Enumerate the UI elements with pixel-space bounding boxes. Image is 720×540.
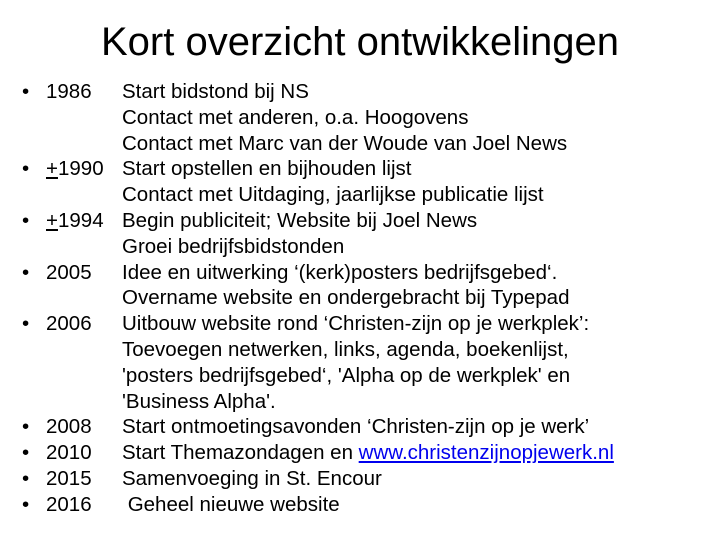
entry-line: Start ontmoetingsavonden ‘Christen-zijn op je werk’	[122, 415, 590, 439]
entry-line: Toevoegen netwerken, links, agenda, boekenlijst,	[122, 337, 569, 361]
entry-line: Overname website en ondergebracht bij Typepad	[122, 286, 570, 310]
bullet: •	[22, 415, 30, 439]
entry-line: Samenvoeging in St. Encour	[122, 466, 382, 490]
year-value: 1994	[57, 208, 104, 232]
year-label: 2006	[46, 312, 92, 336]
year-label: 2005	[46, 260, 92, 284]
bullet: •	[22, 312, 30, 336]
entry-line: Start bidstond bij NS	[122, 80, 309, 103]
timeline-item-1986	[22, 79, 712, 156]
entry-line: Contact met Marc van der Woude van Joel News	[122, 131, 568, 155]
entry-line: 'posters bedrijfsgebed‘, 'Alpha op de werkplek' en	[122, 363, 571, 387]
website-link[interactable]: www.christenzijnopjewerk.nl	[358, 441, 614, 465]
timeline-item-1990	[22, 156, 712, 208]
entry-line: Contact met Uitdaging, jaarlijkse publicatie lijst	[122, 183, 544, 207]
entry-line: Groei bedrijfsbidstonden	[122, 234, 345, 258]
entry-line: 'Business Alpha'.	[122, 389, 276, 413]
approx-sign: +	[46, 208, 58, 232]
timeline-item-2006	[22, 311, 712, 414]
entry-line: Geheel nieuwe website	[122, 492, 340, 516]
year-label: 2015	[46, 466, 92, 490]
entry-line: Idee en uitwerking ‘(kerk)posters bedrijfsgebed‘.	[122, 260, 558, 284]
bullet: •	[22, 466, 30, 490]
bullet: •	[22, 80, 30, 103]
timeline-item-2005	[22, 260, 712, 312]
bullet: •	[22, 492, 30, 516]
year-label: 2010	[46, 441, 92, 465]
bullet: •	[22, 260, 30, 284]
bullet: •	[22, 157, 30, 181]
entry-line: Begin publiciteit; Website bij Joel News	[122, 208, 478, 232]
year-label	[46, 208, 104, 234]
timeline-item-2008	[22, 414, 712, 440]
entry-line: Uitbouw website rond ‘Christen-zijn op je werkplek’:	[122, 312, 590, 336]
year-value: 1990	[57, 157, 104, 181]
entry-line: Contact met anderen, o.a. Hoogovens	[122, 105, 469, 129]
entry-line: Start opstellen en bijhouden lijst	[122, 157, 412, 181]
timeline-list	[22, 79, 712, 518]
year-label	[46, 156, 104, 182]
timeline-item-2010	[22, 440, 712, 466]
slide-title: Kort overzicht ontwikkelingen	[100, 20, 620, 64]
timeline-item-1994	[22, 208, 712, 260]
year-label: 1986	[46, 80, 92, 103]
approx-sign: +	[46, 157, 58, 181]
timeline-item-2015	[22, 466, 712, 492]
bullet: •	[22, 208, 30, 232]
timeline-item-2016	[22, 492, 712, 518]
entry-text: Start Themazondagen en	[122, 441, 359, 465]
bullet: •	[22, 441, 30, 465]
entry-line	[122, 440, 712, 466]
year-label: 2016	[46, 492, 92, 516]
year-label: 2008	[46, 415, 92, 439]
